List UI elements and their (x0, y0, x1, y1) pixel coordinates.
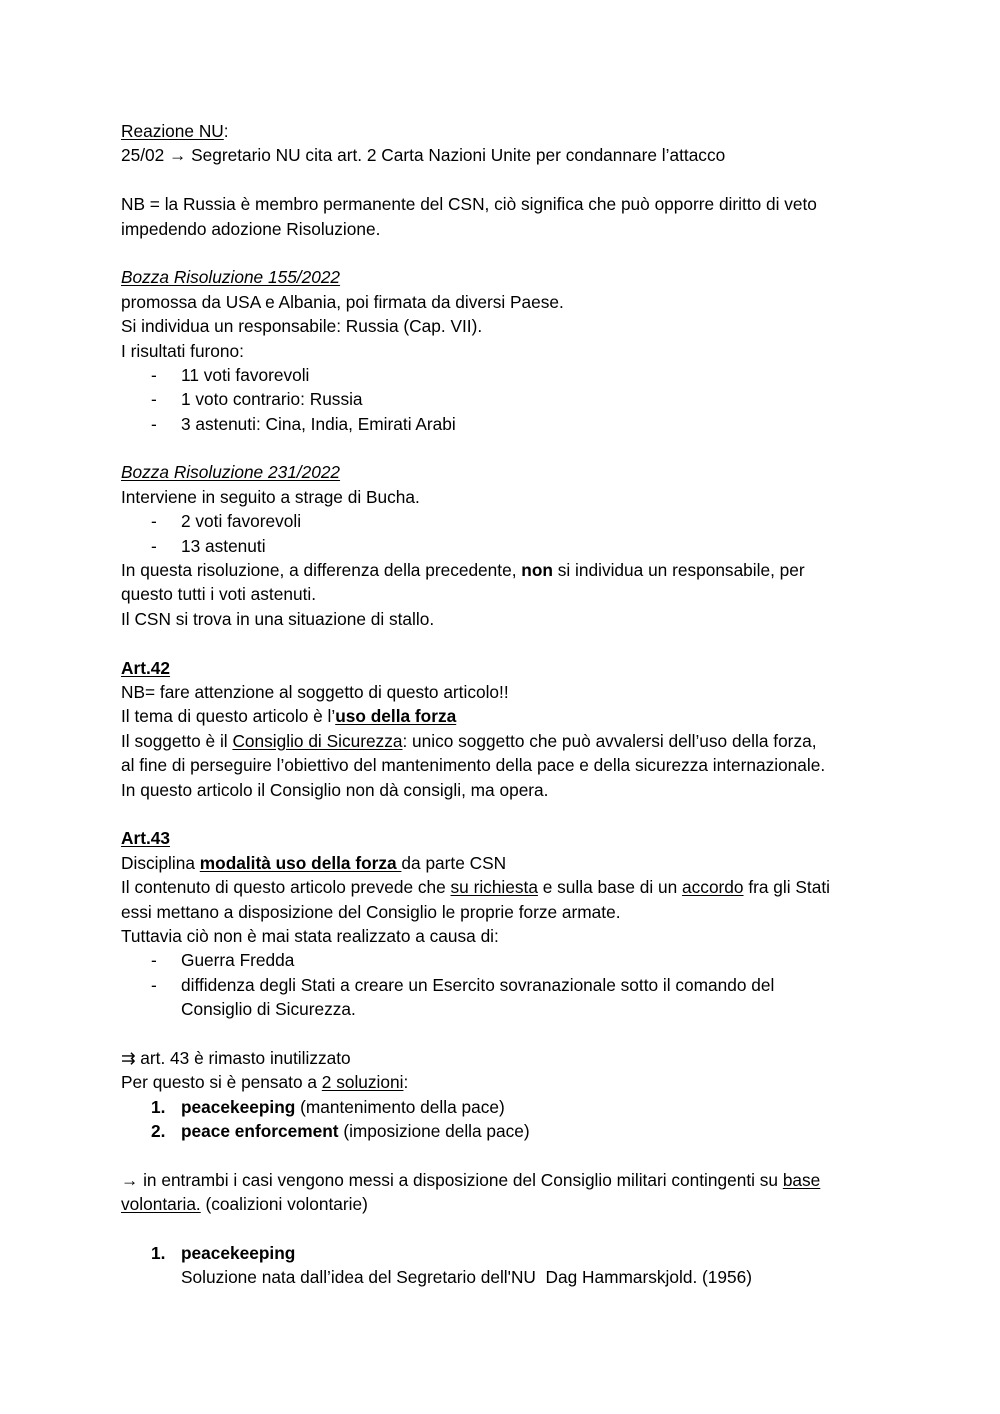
numbered-item (121, 1095, 891, 1119)
text-span: fra gli Stati (743, 877, 830, 898)
uso-della-forza: uso della forza (335, 706, 457, 727)
bozza-155-line-3: I risultati furono: (121, 340, 244, 361)
nb-line-1: NB = la Russia è membro permanente del CSN, ciò significa che può opporre diritto di veto (121, 194, 817, 215)
bozza-155-title: Bozza Risoluzione 155/2022 (121, 267, 341, 288)
item-number: 1. (151, 1096, 166, 1117)
soluzioni-line-3 (121, 1168, 891, 1192)
art-42-line-1: NB= fare attenzione al soggetto di questo articolo!! (121, 681, 509, 702)
soluzioni-line-1: ⇉ art. 43 è rimasto inutilizzato (121, 1047, 351, 1068)
numbered-item (121, 1119, 891, 1143)
list-item-text: 2 voti favorevoli (181, 511, 302, 532)
text-span: si individua un responsabile, per (552, 560, 805, 581)
bozza-155-line-1: promossa da USA e Albania, poi firmata da diversi Paese. (121, 291, 564, 312)
dash-bullet: - (151, 511, 157, 532)
spacer (121, 241, 891, 265)
list-item (121, 412, 891, 436)
art-43-title-line (121, 826, 891, 850)
spacer (121, 436, 891, 460)
text-span: In questa risoluzione, a differenza della precedente, (121, 560, 522, 581)
list-item (121, 387, 891, 411)
soluzioni-line-2 (121, 1070, 891, 1094)
spacer (121, 1217, 891, 1241)
text-span: Disciplina (121, 852, 200, 873)
item-term: peace enforcement (181, 1121, 339, 1142)
list-item (121, 534, 891, 558)
text-span: e sulla base di un (537, 877, 683, 898)
text-span: : (403, 1072, 409, 1093)
bozza-231-title-line (121, 460, 891, 484)
list-item (121, 363, 891, 387)
text-span: → in entrambi i casi vengono messi a disposizione del Consiglio militari contingenti su (121, 1169, 783, 1190)
reazione-heading-line (121, 119, 891, 143)
text-span: Il soggetto è il (121, 730, 233, 751)
bozza-231-line-2 (121, 558, 891, 582)
art-43-line-3: essi mettano a disposizione del Consiglio le proprie forze armate. (121, 901, 621, 922)
dash-bullet: - (151, 413, 157, 434)
spacer (121, 631, 891, 655)
soluzioni-line-4 (121, 1192, 891, 1216)
reazione-colon: : (223, 121, 229, 141)
text-span: Per questo si è pensato a (121, 1072, 322, 1093)
bozza-155-line-2: Si individua un responsabile: Russia (Cap. VII). (121, 316, 483, 337)
reazione-heading: Reazione NU (121, 121, 224, 141)
text-span: Il contenuto di questo articolo prevede che (121, 877, 451, 898)
art-43-line-2 (121, 875, 891, 899)
art-42-line-4: al fine di perseguire l’obiettivo del mantenimento della pace e della sicurezza internazionale. (121, 755, 826, 776)
list-item-text: diffidenza degli Stati a creare un Esercito sovranazionale sotto il comando del (181, 974, 775, 995)
art-43-line-1 (121, 851, 891, 875)
consiglio-di-sicurezza: Consiglio di Sicurezza (232, 730, 403, 751)
peacekeeping-title: peacekeeping (181, 1242, 296, 1263)
bozza-155-title-line (121, 265, 891, 289)
art-42-line-3 (121, 729, 891, 753)
reazione-line: 25/02 → Segretario NU cita art. 2 Carta Nazioni Unite per condannare l’attacco (121, 145, 726, 166)
dash-bullet: - (151, 389, 157, 410)
list-item-continuation: Consiglio di Sicurezza. (181, 999, 356, 1020)
text-span: : unico soggetto che può avvalersi dell’uso della forza, (402, 730, 817, 751)
accordo: accordo (682, 877, 744, 898)
spacer (121, 1021, 891, 1045)
art-43-line-4: Tuttavia ciò non è mai stata realizzato a causa di: (121, 925, 499, 946)
art-42-line-2 (121, 704, 891, 728)
item-number: 2. (151, 1121, 166, 1142)
text-span: Il tema di questo articolo è l’ (121, 706, 336, 727)
art-42-title-line (121, 656, 891, 680)
bozza-231-title: Bozza Risoluzione 231/2022 (121, 462, 341, 483)
due-soluzioni: 2 soluzioni (321, 1072, 404, 1093)
volontaria-word: volontaria. (121, 1194, 201, 1215)
item-desc: (mantenimento della pace) (295, 1096, 505, 1117)
dash-bullet: - (151, 364, 157, 385)
art-42-title: Art.42 (121, 657, 170, 678)
spacer (121, 168, 891, 192)
list-item-text: 13 astenuti (181, 535, 266, 556)
peacekeeping-line-1: Soluzione nata dall’idea del Segretario dell'NU Dag Hammarskjold. (1956) (181, 1267, 752, 1288)
document-page (121, 119, 891, 1290)
list-item-text: 11 voti favorevoli (181, 364, 310, 385)
item-desc: (imposizione della pace) (338, 1121, 530, 1142)
text-span: da parte CSN (401, 852, 507, 873)
dash-bullet: - (151, 950, 157, 971)
text-span: (coalizioni volontarie) (200, 1194, 368, 1215)
list-item (121, 973, 891, 997)
bold-non: non (521, 560, 553, 581)
list-item-text: 3 astenuti: Cina, India, Emirati Arabi (181, 413, 456, 434)
bozza-231-line-1: Interviene in seguito a strage di Bucha. (121, 486, 420, 507)
modalita-uso-forza: modalità uso della forza (199, 852, 402, 873)
item-term: peacekeeping (181, 1096, 296, 1117)
spacer (121, 1143, 891, 1167)
art-42-line-5: In questo articolo il Consiglio non dà consigli, ma opera. (121, 779, 549, 800)
list-item-text: Guerra Fredda (181, 950, 295, 971)
base-word: base (782, 1169, 821, 1190)
dash-bullet: - (151, 974, 157, 995)
art-43-title: Art.43 (121, 828, 170, 849)
spacer (121, 802, 891, 826)
peacekeeping-heading (121, 1241, 891, 1265)
nb-line-2: impedendo adozione Risoluzione. (121, 218, 381, 239)
su-richiesta: su richiesta (450, 877, 538, 898)
list-item (121, 948, 891, 972)
list-item (121, 509, 891, 533)
bozza-231-line-4: Il CSN si trova in una situazione di stallo. (121, 608, 435, 629)
list-item-text: 1 voto contrario: Russia (181, 389, 363, 410)
item-number: 1. (151, 1242, 166, 1263)
dash-bullet: - (151, 535, 157, 556)
bozza-231-line-3: questo tutti i voti astenuti. (121, 584, 317, 605)
